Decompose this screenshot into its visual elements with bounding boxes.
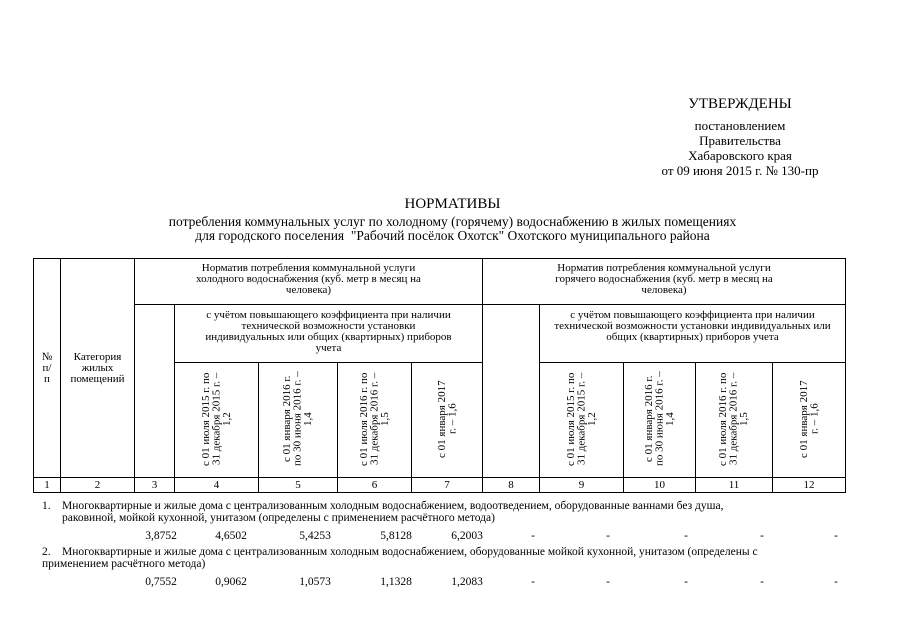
period-label: с 01 июля 2016 г. по 31 декабря 2016 г. – 1,5 [717,371,751,466]
period-label: с 01 января 2016 г. по 30 июня 2016 г. – 1,4 [281,371,315,466]
header-cold-period-4 [412,363,483,478]
header-hot-period-3 [696,363,773,478]
value-cell: 0,9062 [215,576,247,588]
section-text-line: применением расчётного метода) [42,558,206,570]
value-cell: 1,0573 [299,576,331,588]
header-cold-period-1 [175,363,259,478]
section-text-line: раковиной, мойкой кухонной, унитазом (определены с применением расчётного метода) [62,512,495,524]
value-cell: - [606,530,610,542]
column-number: 1 [34,478,61,493]
document-subtitle [0,215,905,243]
value-cell: - [606,576,610,588]
header-hot-period-4 [773,363,846,478]
period-label: с 01 января 2017 г. – 1,6 [797,379,820,458]
approval-block [620,96,860,178]
approval-line: Хабаровского края [688,148,792,163]
header-num: № п/п [34,259,61,478]
column-number: 9 [540,478,624,493]
section-text-continued [42,558,842,570]
value-cell: 6,2003 [451,530,483,542]
value-cell: 1,1328 [380,576,412,588]
value-cell: 1,2083 [451,576,483,588]
approval-line: Правительства [699,133,781,148]
section-text [62,500,852,524]
period-label: с 01 января 2016 г. по 30 июня 2016 г. – 1,4 [642,371,676,466]
column-number: 12 [773,478,846,493]
value-cell: - [684,530,688,542]
value-cell: - [684,576,688,588]
header-cold-period-3 [338,363,412,478]
value-cell: 3,8752 [145,530,177,542]
period-label: с 01 июля 2015 г. по 31 декабря 2015 г. – 1,2 [564,371,598,466]
value-cell: 4,6502 [215,530,247,542]
column-number: 7 [412,478,483,493]
document-title: НОРМАТИВЫ [404,196,501,212]
approval-title: УТВЕРЖДЕНЫ [688,96,792,112]
period-label: с 01 июля 2016 г. по 31 декабря 2016 г. – 1,5 [357,371,391,466]
header-cold-base [135,305,175,478]
column-number: 11 [696,478,773,493]
column-number: 5 [259,478,338,493]
header-cold-coef: с учётом повышающего коэффициента при наличии технической возможности установки индивидуальных или общих (квартирных) приборов учета [175,305,483,363]
column-number: 4 [175,478,259,493]
value-cell: 0,7552 [145,576,177,588]
header-hot-period-1 [540,363,624,478]
value-cell: - [531,576,535,588]
section-text-line: Многоквартирные и жилые дома с централизованным холодным водоснабжением, водоотведением, оборудованные ваннами без душа, [62,500,724,512]
section-text [62,546,862,558]
value-cell: - [834,530,838,542]
column-number: 3 [135,478,175,493]
period-label: с 01 июля 2015 г. по 31 декабря 2015 г. – 1,2 [199,371,233,466]
header-cold-period-2 [259,363,338,478]
header-hot-base [483,305,540,478]
document-subtitle-line-2: для городского поселения "Рабочий посёлок Охотск" Охотского муниципального района [195,228,710,243]
header-category: Категория жилых помещений [61,259,135,478]
value-cell: 5,4253 [299,530,331,542]
period-label: с 01 января 2017 г. – 1,6 [435,379,458,458]
header-cold-group: Норматив потребления коммунальной услуги холодного водоснабжения (куб. метр в месяц на человека) [135,259,483,305]
section-text-line: Многоквартирные и жилые дома с централизованным холодным водоснабжением, оборудованные мойкой кухонной, унитазом (определены с [62,546,758,558]
normatives-table-header [33,258,846,493]
document-subtitle-line-1: потребления коммунальных услуг по холодному (горячему) водоснабжению в жилых помещениях [168,214,737,229]
header-hot-coef: с учётом повышающего коэффициента при наличии технической возможности установки индивидуальных или общих (квартирных) приборов учета [540,305,846,363]
value-cell: 5,8128 [380,530,412,542]
column-number: 8 [483,478,540,493]
section-number: 1. [42,500,51,512]
column-number: 6 [338,478,412,493]
approval-line: от 09 июня 2015 г. № 130-пр [661,163,819,178]
value-cell: - [531,530,535,542]
approval-line: постановлением [694,118,786,133]
value-cell: - [760,530,764,542]
header-hot-group: Норматив потребления коммунальной услуги горячего водоснабжения (куб. метр в месяц на человека) [483,259,846,305]
header-hot-period-2 [624,363,696,478]
column-number: 2 [61,478,135,493]
value-cell: - [834,576,838,588]
column-number: 10 [624,478,696,493]
section-number: 2. [42,546,51,558]
value-cell: - [760,576,764,588]
